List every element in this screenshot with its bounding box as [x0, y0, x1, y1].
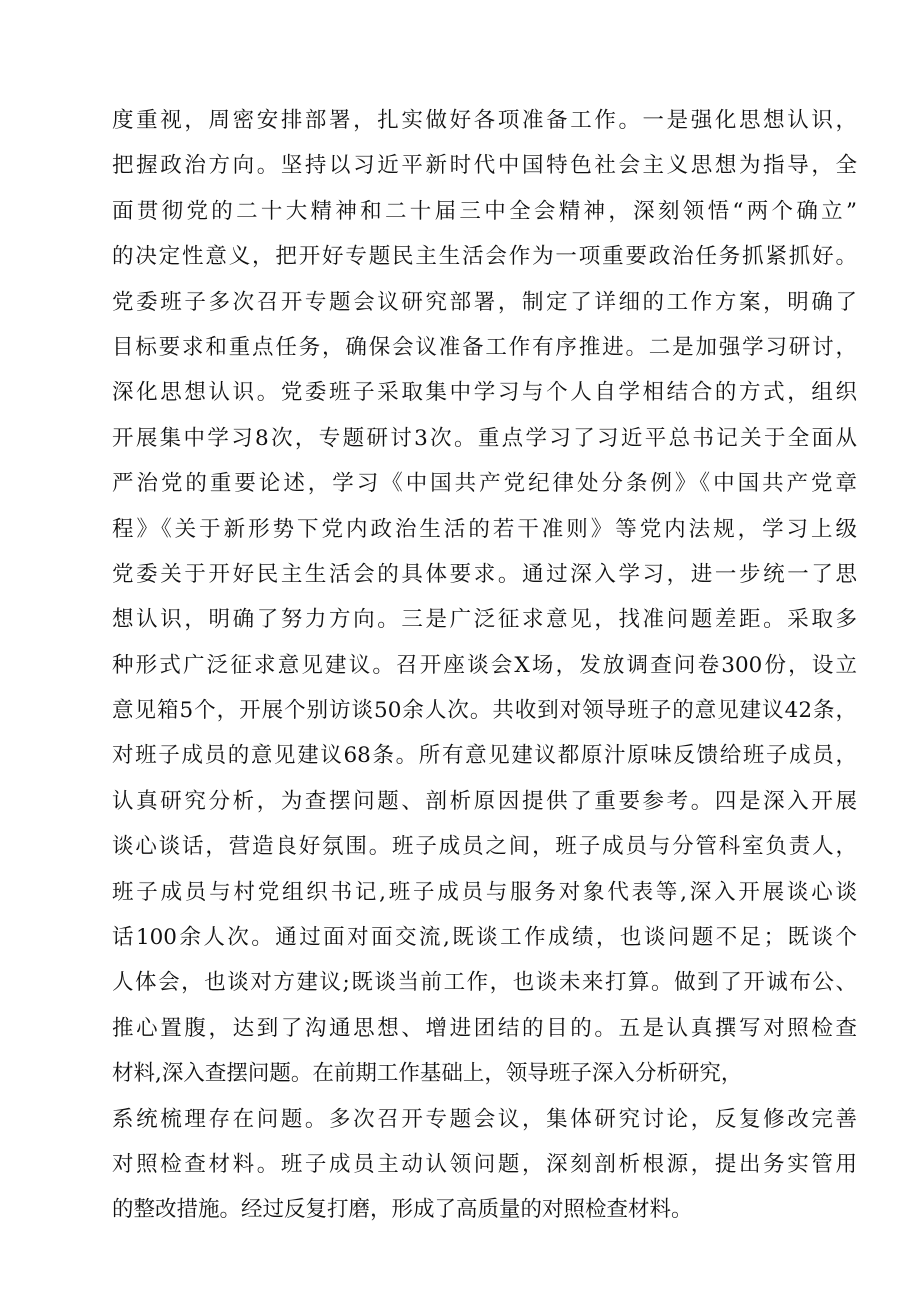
- text-line: 材料,深入查摆问题。在前期工作基础上，领导班子深入分析研究，: [112, 1061, 743, 1087]
- text-line: 严治党的重要论述，学习《中国共产党纪律处分条例》《中国共产党章: [112, 471, 857, 497]
- text-line: 班子成员与村党组织书记,班子成员与服务对象代表等,深入开展谈心谈: [112, 879, 857, 905]
- text-line: 深化思想认识。党委班子采取集中学习与个人自学相结合的方式，组织: [112, 380, 857, 406]
- text-line: 话100余人次。通过面对面交流,既谈工作成绩，也谈问题不足；既谈个: [112, 925, 857, 951]
- text-line: 认真研究分析，为查摆问题、剖析原因提供了重要参考。四是深入开展: [112, 788, 857, 814]
- text-line: 推心置腹，达到了沟通思想、增进团结的目的。五是认真撰写对照检查: [112, 1015, 857, 1041]
- text-line: 谈心谈话，营造良好氛围。班子成员之间，班子成员与分管科室负责人，: [112, 834, 857, 860]
- text-line: 度重视，周密安排部署，扎实做好各项准备工作。一是强化思想认识，: [112, 108, 857, 133]
- text-line: 对照检查材料。班子成员主动认领问题，深刻剖析根源，提出务实管用: [112, 1151, 857, 1177]
- text-line: 人体会，也谈对方建议;既谈当前工作，也谈未来打算。做到了开诚布公、: [112, 970, 857, 996]
- text-line: 把握政治方向。坚持以习近平新时代中国特色社会主义思想为指导，全: [112, 153, 857, 179]
- text-line: 种形式广泛征求意见建议。召开座谈会X场，发放调查问卷300份，设立: [112, 652, 857, 678]
- text-line: 的决定性意义，把开好专题民主生活会作为一项重要政治任务抓紧抓好。: [112, 244, 857, 270]
- text-line: 目标要求和重点任务，确保会议准备工作有序推进。二是加强学习研讨，: [112, 334, 857, 360]
- text-line: 党委关于开好民主生活会的具体要求。通过深入学习，进一步统一了思: [112, 561, 857, 587]
- text-line: 面贯彻党的二十大精神和二十届三中全会精神，深刻领悟“两个确立”: [112, 198, 857, 224]
- text-line: 党委班子多次召开专题会议研究部署，制定了详细的工作方案，明确了: [112, 289, 857, 315]
- text-line: 开展集中学习8次，专题研讨3次。重点学习了习近平总书记关于全面从: [112, 425, 857, 451]
- text-line: 对班子成员的意见建议68条。所有意见建议都原汁原味反馈给班子成员，: [112, 743, 857, 769]
- text-line: 的整改措施。经过反复打磨，形成了高质量的对照检查材料。: [112, 1197, 693, 1223]
- text-line: 意见箱5个，开展个别访谈50余人次。共收到对领导班子的意见建议42条，: [112, 698, 857, 724]
- body-text: [112, 98, 857, 1233]
- text-line: 程》《关于新形势下党内政治生活的若干准则》等党内法规，学习上级: [112, 516, 857, 542]
- text-line: 系统梳理存在问题。多次召开专题会议，集体研究讨论，反复修改完善: [112, 1106, 857, 1132]
- text-line: 想认识，明确了努力方向。三是广泛征求意见，找准问题差距。采取多: [112, 607, 857, 633]
